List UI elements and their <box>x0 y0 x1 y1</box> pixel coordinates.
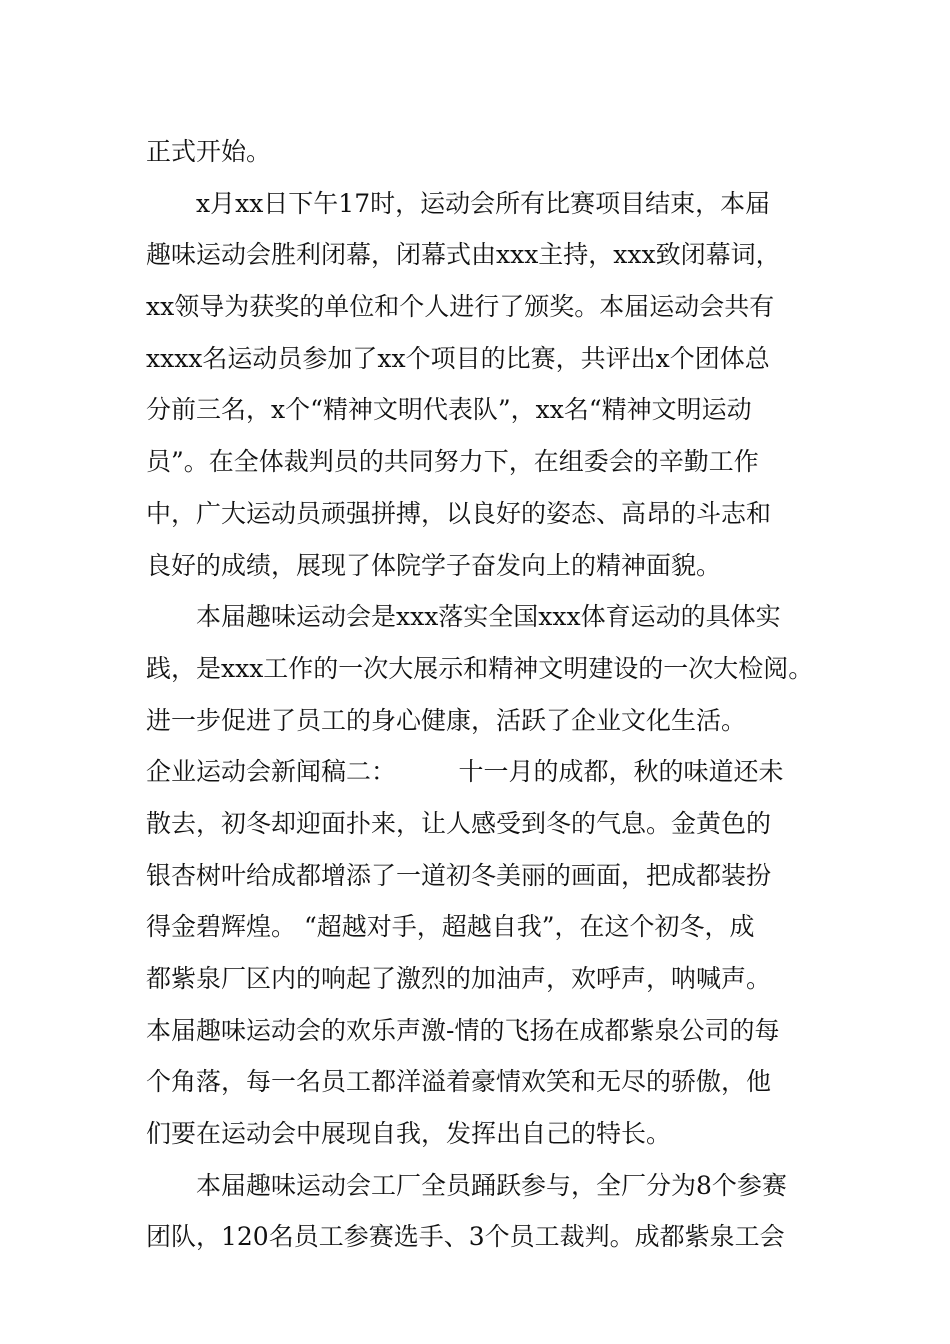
text-line: xx领导为获奖的单位和个人进行了颁奖。本届运动会共有 <box>146 292 775 322</box>
text-line: 团队，120名员工参赛选手、3个员工裁判。成都紫泉工会 <box>146 1222 785 1252</box>
text-line: 进一步促进了员工的身心健康，活跃了企业文化生活。 <box>146 705 747 735</box>
text-line: xxxx名运动员参加了xx个项目的比赛，共评出x个团体总 <box>146 343 770 373</box>
text-line: 们要在运动会中展现自我，发挥出自己的特长。 <box>146 1119 672 1149</box>
text-line: 个角落，每一名员工都洋溢着豪情欢笑和无尽的骄傲，他 <box>146 1067 772 1097</box>
text-line: 本届趣味运动会的欢乐声激-情的飞扬在成都紫泉公司的每 <box>146 1015 780 1045</box>
text-line: 分前三名，x个“精神文明代表队”，xx名“精神文明运动 <box>146 395 752 425</box>
text-line: 散去，初冬却迎面扑来，让人感受到冬的气息。金黄色的 <box>146 808 772 838</box>
text-line: 本届趣味运动会是xxx落实全国xxx体育运动的具体实 <box>196 602 781 632</box>
text-line: 趣味运动会胜利闭幕，闭幕式由xxx主持，xxx致闭幕词， <box>146 240 781 270</box>
text-line: 正式开始。 <box>146 137 272 166</box>
text-line: 银杏树叶给成都增添了一道初冬美丽的画面，把成都装扮 <box>146 860 772 890</box>
text-line: 都紫泉厂区内的响起了激烈的加油声，欢呼声，呐喊声。 <box>146 964 772 993</box>
text-line: 员”。在全体裁判员的共同努力下，在组委会的辛勤工作 <box>146 447 759 477</box>
text-line: x月xx日下午17时，运动会所有比赛项目结束，本届 <box>196 188 771 218</box>
document-body <box>146 126 816 1263</box>
text-line: 企业运动会新闻稿二： 十一月的成都，秋的味道还未 <box>146 757 784 787</box>
text-line: 中，广大运动员顽强拼搏，以良好的姿态、高昂的斗志和 <box>146 498 772 528</box>
text-line: 本届趣味运动会工厂全员踊跃参与，全厂分为8个参赛 <box>196 1170 787 1200</box>
text-line: 良好的成绩，展现了体院学子奋发向上的精神面貌。 <box>146 550 722 580</box>
text-line: 得金碧辉煌。 “超越对手，超越自我”，在这个初冬，成 <box>146 912 755 942</box>
text-line: 践，是xxx工作的一次大展示和精神文明建设的一次大检阅。 <box>146 653 814 683</box>
